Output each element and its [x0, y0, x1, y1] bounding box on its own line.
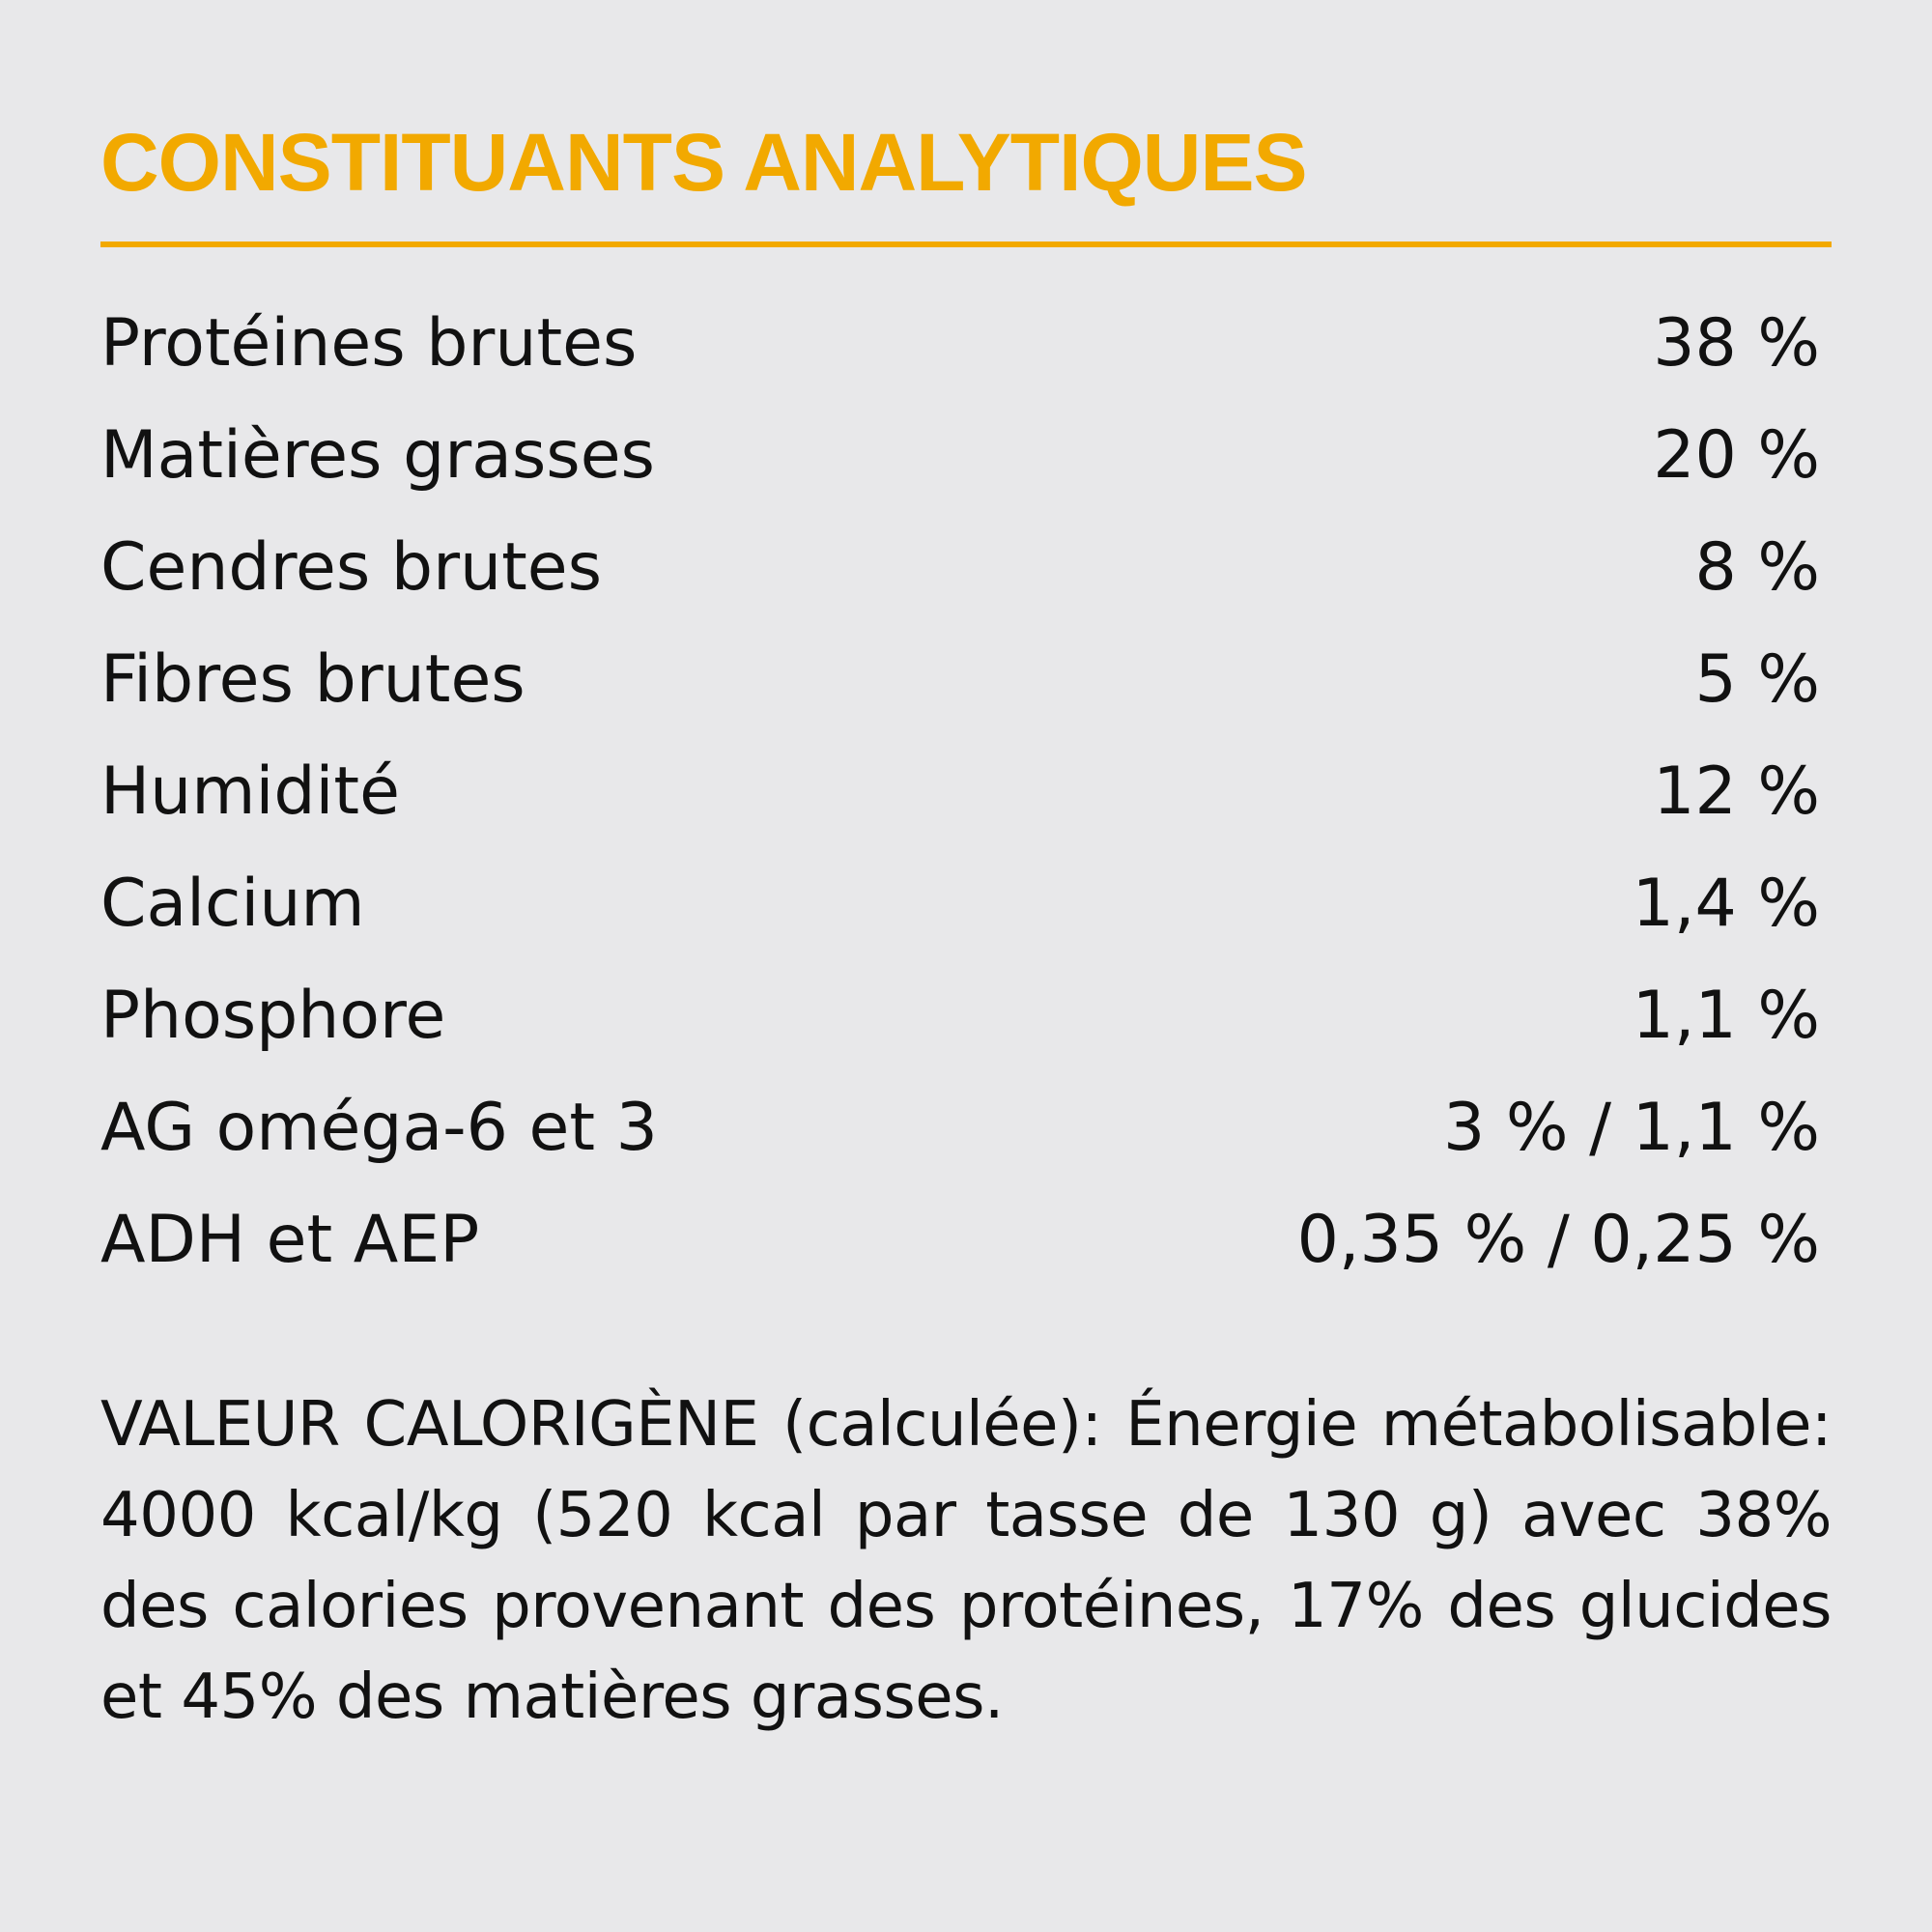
row-value: 3 % / 1,1 % [1442, 1090, 1820, 1166]
row-value: 12 % [1653, 753, 1820, 830]
table-row [100, 736, 1832, 848]
table-row [100, 1184, 1832, 1296]
row-label: Fibres brutes [100, 641, 526, 718]
table-row [100, 960, 1832, 1072]
caloric-value-note: VALEUR CALORIGÈNE (calculée): Énergie métabolisable: 4000 kcal/kg (520 kcal par tasse de 130 g) avec 38% des calories provenant des protéines, 17% des glucides et 45% des matières grasses. [100, 1389, 1832, 1733]
title-divider [100, 242, 1832, 247]
table-row [100, 848, 1832, 960]
row-label: Matières grasses [100, 417, 655, 494]
row-label: Phosphore [100, 978, 446, 1054]
table-row [100, 624, 1832, 736]
row-label: AG oméga-6 et 3 [100, 1090, 658, 1166]
row-value: 20 % [1653, 417, 1820, 494]
row-value: 5 % [1694, 641, 1820, 718]
row-value: 1,4 % [1632, 866, 1820, 942]
row-label: Cendres brutes [100, 529, 603, 606]
row-value: 1,1 % [1632, 978, 1820, 1054]
row-label: Calcium [100, 866, 365, 942]
row-label: Humidité [100, 753, 400, 830]
analytical-constituents-panel [100, 114, 1832, 1804]
table-row [100, 400, 1832, 512]
table-row [100, 1072, 1832, 1184]
row-value: 0,35 % / 0,25 % [1296, 1202, 1820, 1278]
row-label: ADH et AEP [100, 1202, 480, 1278]
table-row [100, 512, 1832, 624]
row-value: 38 % [1653, 305, 1820, 382]
row-label: Protéines brutes [100, 305, 638, 382]
constituents-table [100, 288, 1832, 1296]
section-title: CONSTITUANTS ANALYTIQUES [100, 117, 1307, 208]
row-value: 8 % [1694, 529, 1820, 606]
table-row [100, 288, 1832, 400]
